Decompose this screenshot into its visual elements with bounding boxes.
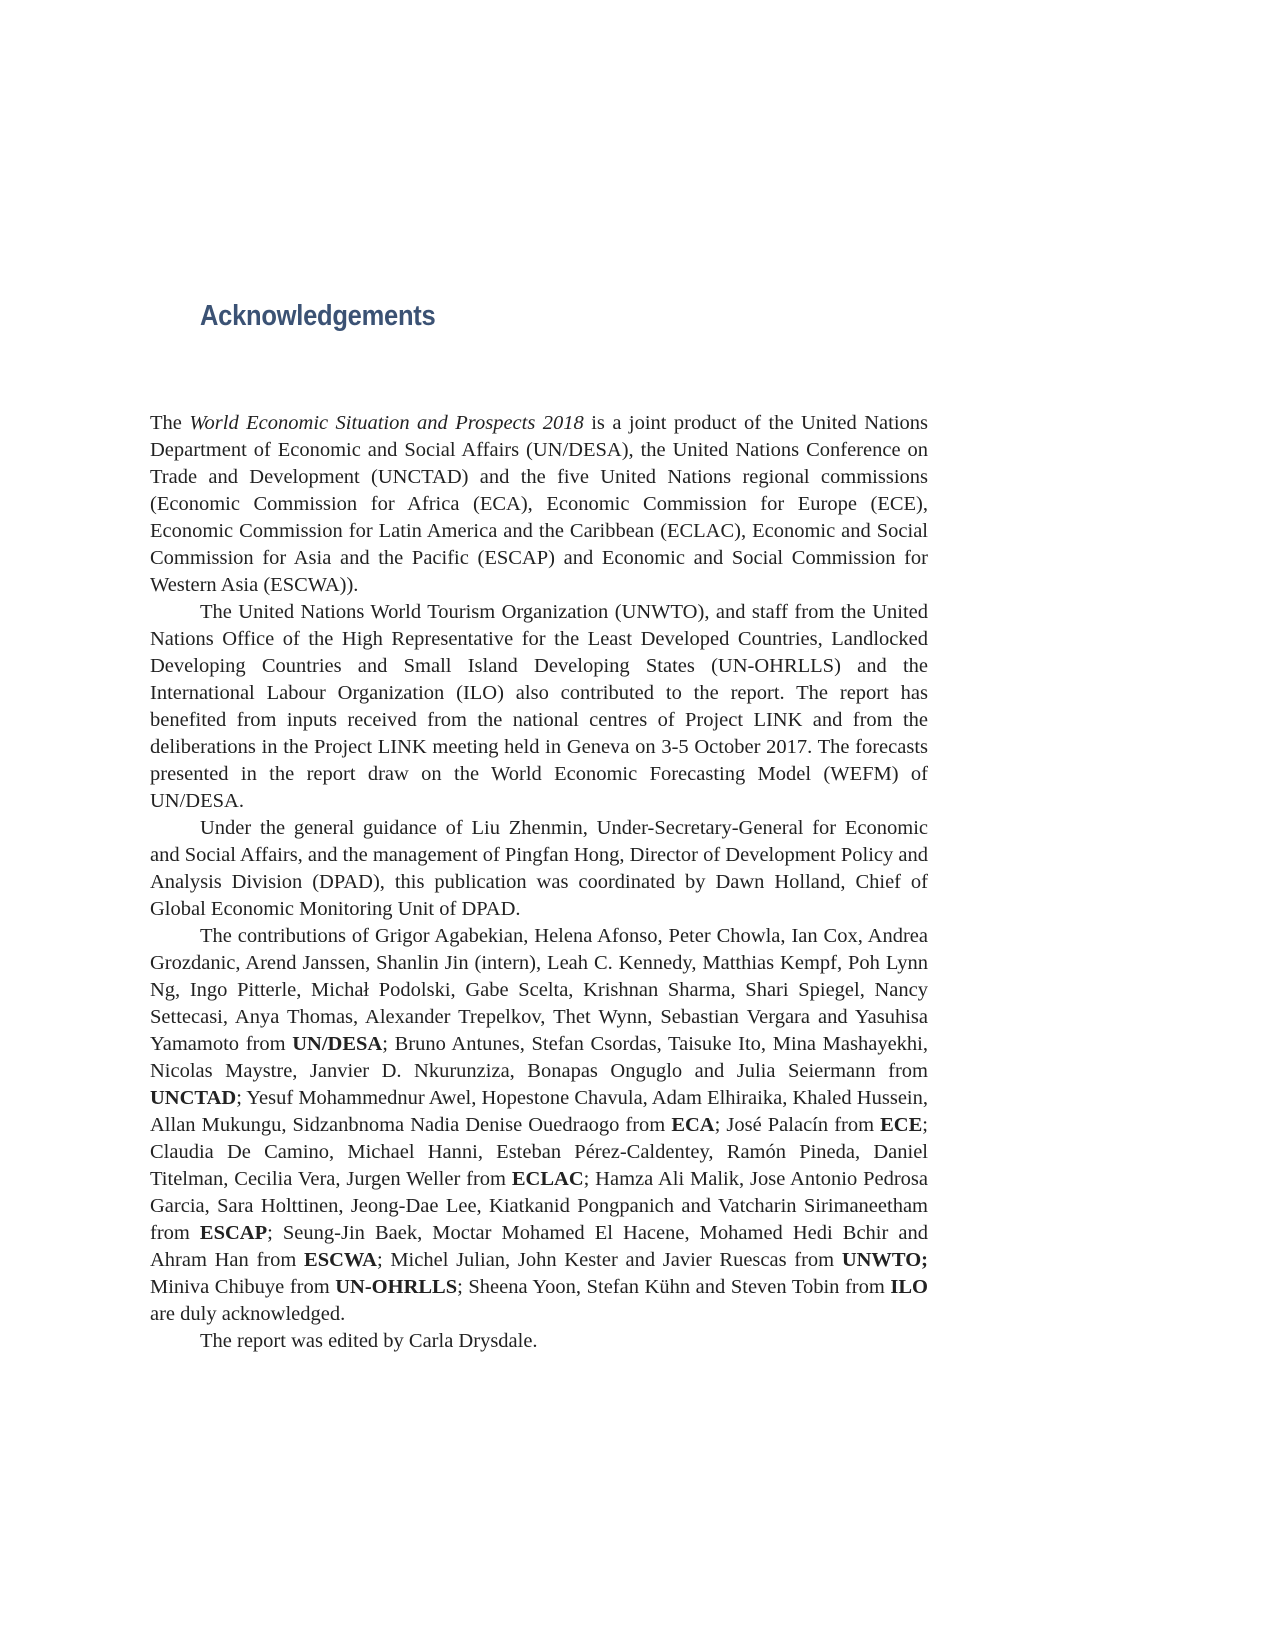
paragraph-guidance: Under the general guidance of Liu Zhenmin, Under-Secretary-General for Economic and Social Affairs, and the management of Pingfan Hong, Director of Development Policy and Analysis Division (DPAD), this publication was coordinated by Dawn Holland, Chief of Global Economic Monitoring Unit of DPAD. (150, 817, 928, 920)
organization-name: UNCTAD (150, 1087, 237, 1109)
paragraph-text: The contributions of Grigor Agabekian, Helena Afonso, Peter Chowla, Ian Cox, Andrea Grozdanic, Arend Janssen, Shanlin Jin (intern), Leah C. Kennedy, Matthias Kempf, Poh Lynn Ng, Ingo Pitterle, Michał Podolski, Gabe Scelta, Krishnan Sharma, Shari Spiegel, Nancy Settecasi, Anya Thomas, Alexander Trepelkov, Thet Wynn, Sebastian Vergara and Yasuhisa Yamamoto from (150, 925, 928, 1055)
organization-name: UNWTO; (841, 1249, 929, 1271)
paragraph-text: ; Seung-Jin Baek, Moctar Mohamed El Hacene, Mohamed Hedi Bchir and Ahram Han from (150, 1222, 928, 1271)
paragraph-text: The (150, 412, 190, 434)
paragraph-text: ; Bruno Antunes, Stefan Csordas, Taisuke Ito, Mina Mashayekhi, Nicolas Maystre, Janvier D. Nkurunziza, Bonapas Onguglo and Julia Seiermann from (150, 1033, 928, 1082)
publication-title: World Economic Situation and Prospects 2018 (189, 412, 584, 434)
organization-name: ECE (880, 1114, 923, 1136)
paragraph-text: ; José Palacín from (714, 1114, 881, 1136)
paragraph-text: ; Sheena Yoon, Stefan Kühn and Steven Tobin from (457, 1276, 891, 1298)
organization-name: ILO (890, 1276, 928, 1298)
paragraph-text: is a joint product of the United Nations Department of Economic and Social Affairs (UN/DESA), the United Nations Conference on Trade and Development (UNCTAD) and the five United Nations regional commissions (Economic Commission for Africa (ECA), Economic Commission for Europe (ECE), Economic Commission for Latin America and the Caribbean (ECLAC), Economic and Social Commission for Asia and the Pacific (ESCAP) and Economic and Social Commission for Western Asia (ESCWA)). (150, 412, 928, 596)
organization-name: ECA (671, 1114, 715, 1136)
paragraph-text: ; Yesuf Mohammednur Awel, Hopestone Chavula, Adam Elhiraika, Khaled Hussein, Allan Mukungu, Sidzanbnoma Nadia Denise Ouedraogo from (150, 1087, 928, 1136)
page-title: Acknowledgements (200, 300, 436, 332)
organization-name: UN-OHRLLS (335, 1276, 458, 1298)
paragraph-text: ; Hamza Ali Malik, Jose Antonio Pedrosa Garcia, Sara Holttinen, Jeong-Dae Lee, Kiatkanid Pongpanich and Vatcharin Sirimaneetham from (150, 1168, 928, 1244)
paragraph-text: are duly acknowledged. (150, 1303, 346, 1325)
paragraph-contributors-institutions: The United Nations World Tourism Organization (UNWTO), and staff from the United Nations Office of the High Representative for the Least Developed Countries, Landlocked Developing Countries and Small Island Developing States (UN-OHRLLS) and the International Labour Organization (ILO) also contributed to the report. The report has benefited from inputs received from the national centres of Project LINK and from the deliberations in the Project LINK meeting held in Geneva on 3-5 October 2017. The forecasts presented in the report draw on the World Economic Forecasting Model (WEFM) of UN/DESA. (150, 601, 928, 812)
paragraph-editor: The report was edited by Carla Drysdale. (200, 1330, 538, 1352)
paragraph-text: ; Claudia De Camino, Michael Hanni, Esteban Pérez-Caldentey, Ramón Pineda, Daniel Titelman, Cecilia Vera, Jurgen Weller from (150, 1114, 928, 1190)
organization-name: ESCWA (304, 1249, 377, 1271)
paragraph-text: Miniva Chibuye from (150, 1276, 336, 1298)
paragraph-intro (150, 410, 928, 599)
organization-name: ECLAC (511, 1168, 584, 1190)
paragraph-text: ; Michel Julian, John Kester and Javier Ruescas from (376, 1249, 842, 1271)
paragraph-contributors-individuals (150, 923, 928, 1328)
acknowledgements-body (150, 410, 928, 1355)
organization-name: UN/DESA (292, 1033, 383, 1055)
organization-name: ESCAP (199, 1222, 268, 1244)
